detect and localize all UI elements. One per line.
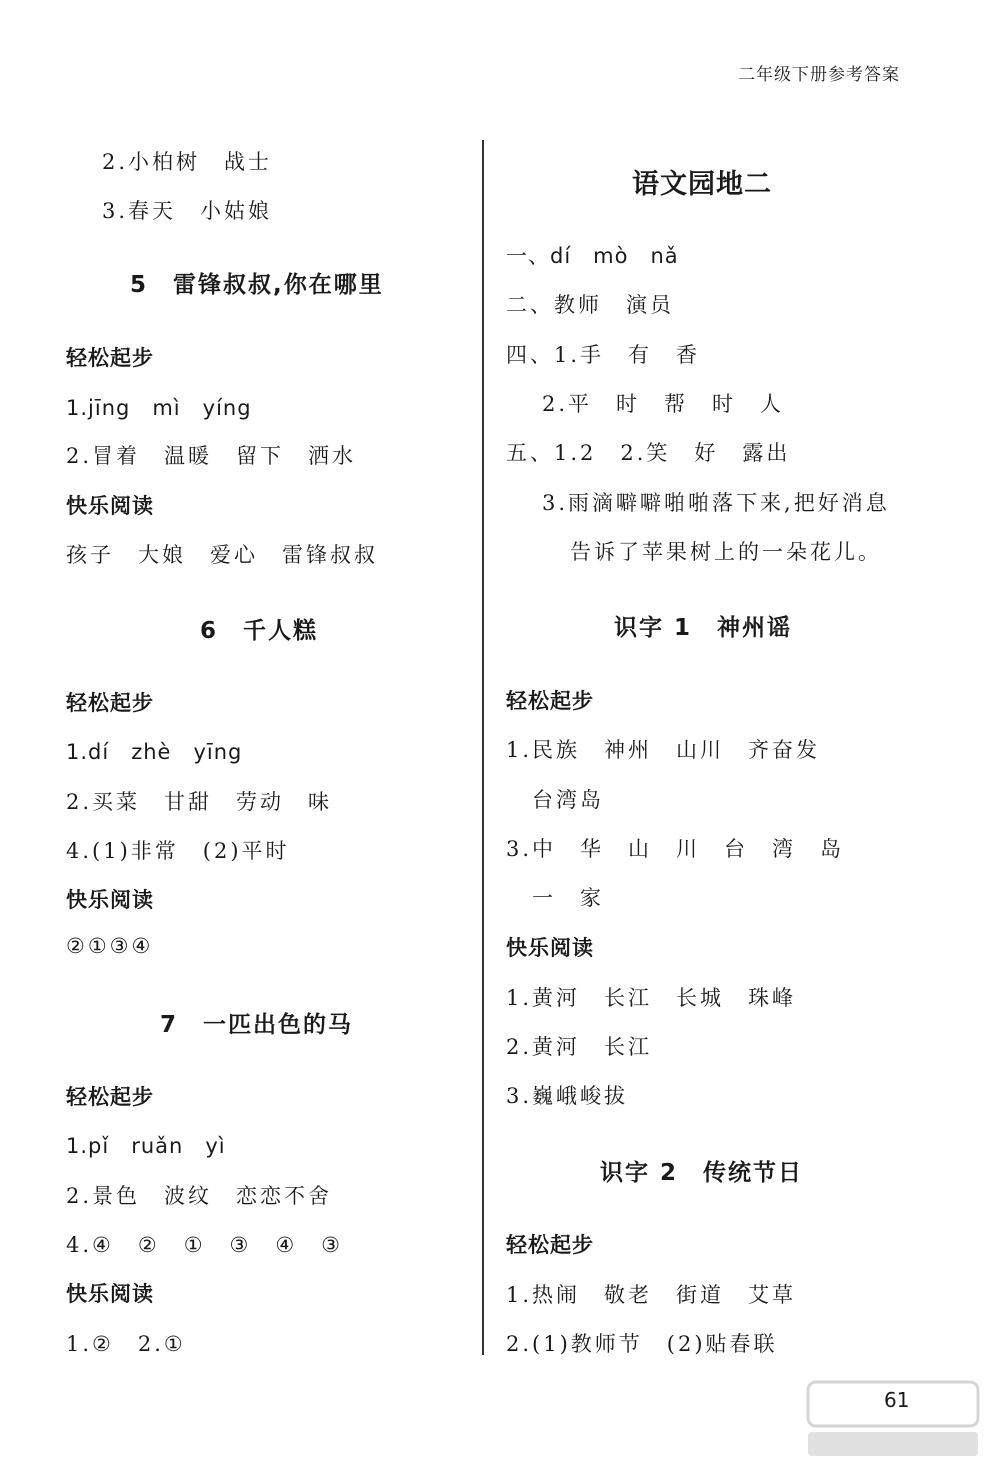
lesson-title: 5 雷锋叔叔,你在哪里 [130, 272, 384, 298]
answer-line: 二、教师 演员 [506, 293, 674, 317]
section-heading: 轻松起步 [66, 1085, 154, 1109]
answer-line: 1.热闹 敬老 街道 艾草 [506, 1283, 797, 1307]
answer-line: 2.小柏树 战士 [102, 150, 273, 174]
answer-line: ②①③④ [66, 934, 154, 958]
page-number: 61 [884, 1388, 910, 1412]
lesson-title: 6 千人糕 [200, 618, 319, 644]
answer-line: 台湾岛 [532, 788, 604, 812]
answer-line: 4.④ ② ① ③ ④ ③ [66, 1233, 343, 1257]
answer-line: 2.平 时 帮 时 人 [542, 392, 785, 416]
answer-line: 4.(1)非常 (2)平时 [66, 839, 290, 863]
answer-line: 2.(1)教师节 (2)贴春联 [506, 1332, 778, 1356]
answer-line: 1.jīng mì yíng [66, 396, 252, 420]
section-heading: 轻松起步 [66, 691, 154, 715]
section-heading: 快乐阅读 [506, 936, 594, 960]
page-header: 二年级下册参考答案 [738, 65, 900, 85]
answer-line: 1.pǐ ruǎn yì [66, 1134, 226, 1158]
section-heading: 快乐阅读 [66, 888, 154, 912]
section-heading: 快乐阅读 [66, 1282, 154, 1306]
answer-line: 孩子 大娘 爱心 雷锋叔叔 [66, 543, 378, 567]
section-heading: 轻松起步 [506, 689, 594, 713]
section-heading: 轻松起步 [66, 346, 154, 370]
answer-line: 3.巍峨峻拔 [506, 1084, 629, 1108]
answer-line: 3.雨滴噼噼啪啪落下来,把好消息 [542, 491, 890, 515]
answer-line: 1.dí zhè yīng [66, 740, 243, 764]
column-divider [482, 140, 484, 1355]
answer-line: 2.买菜 甘甜 劳动 味 [66, 790, 333, 814]
answer-line: 告诉了苹果树上的一朵花儿。 [570, 540, 882, 564]
lesson-title: 7 一匹出色的马 [160, 1012, 354, 1038]
answer-line: 一 家 [532, 886, 604, 910]
answer-line: 1.民族 神州 山川 齐奋发 [506, 738, 821, 762]
answer-line: 1.② 2.① [66, 1332, 186, 1356]
lesson-title: 识字 1 神州谣 [614, 615, 793, 641]
answer-line: 1.黄河 长江 长城 珠峰 [506, 986, 797, 1010]
answer-line: 2.冒着 温暖 留下 洒水 [66, 444, 357, 468]
answer-line: 2.景色 波纹 恋恋不舍 [66, 1184, 333, 1208]
answer-line: 2.黄河 长江 [506, 1035, 653, 1059]
lesson-title: 识字 2 传统节日 [600, 1160, 804, 1186]
section-heading: 轻松起步 [506, 1233, 594, 1257]
answer-line: 3.春天 小姑娘 [102, 199, 273, 223]
answer-line: 四、1.手 有 香 [506, 343, 701, 367]
answer-line: 一、dí mò nǎ [506, 244, 679, 268]
watermark-logo-icon [800, 1372, 990, 1462]
lesson-title: 语文园地二 [632, 169, 772, 200]
answer-line: 五、1.2 2.笑 好 露出 [506, 441, 791, 465]
answer-line: 3.中 华 山 川 台 湾 岛 [506, 837, 845, 861]
section-heading: 快乐阅读 [66, 494, 154, 518]
